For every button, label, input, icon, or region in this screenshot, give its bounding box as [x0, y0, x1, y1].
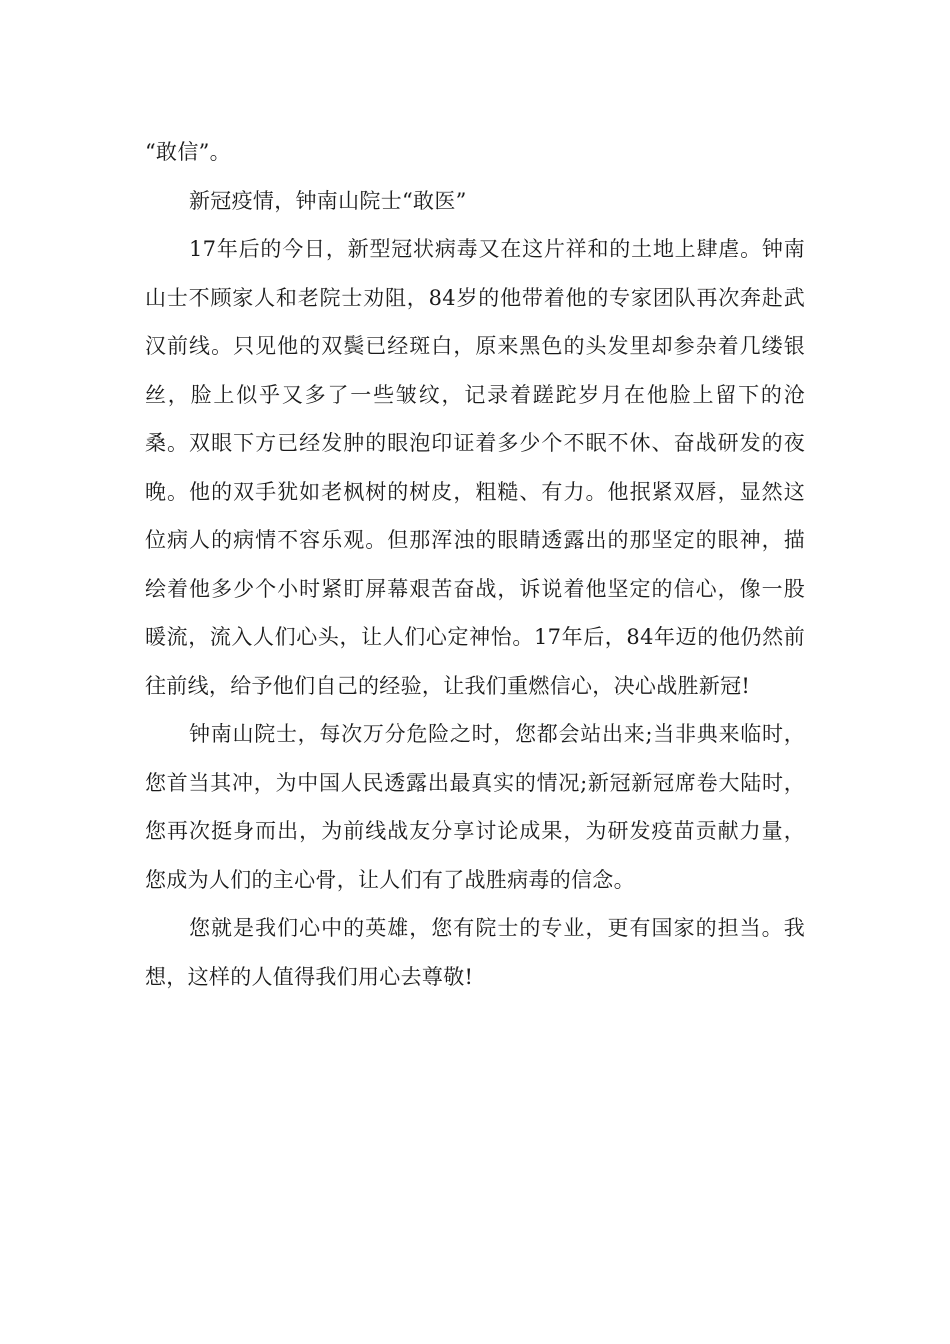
section-heading: 新冠疫情，钟南山院士“敢医”	[189, 188, 467, 213]
paragraph-continuation: “敢信”。	[145, 140, 231, 164]
paragraph: 钟南山院士，每次万分危险之时，您都会站出来;当非典来临时，您首当其冲，为中国人民透露出最真实的情况;新冠新冠席卷大陆时，您再次挺身而出，为前线战友分享讨论成果，为研发疫苗贡献力量，您成为人们的主心骨，让人们有了战胜病毒的信念。	[145, 722, 805, 892]
paragraph: 17年后的今日，新型冠状病毒又在这片祥和的土地上肆虐。钟南山士不顾家人和老院士劝阻，84岁的他带着他的专家团队再次奔赴武汉前线。只见他的双鬓已经斑白，原来黑色的头发里却参杂着几缕银丝，脸上似乎又多了一些皱纹，记录着蹉跎岁月在他脸上留下的沧桑。双眼下方已经发肿的眼泡印证着多少个不眠不休、奋战研发的夜晚。他的双手犹如老枫树的树皮，粗糙、有力。他抿紧双唇，显然这位病人的病情不容乐观。但那浑浊的眼睛透露出的那坚定的眼神，描绘着他多少个小时紧盯屏幕艰苦奋战，诉说着他坚定的信心，像一股暖流，流入人们心头，让人们心定神怡。17年后，84年迈的他仍然前往前线，给予他们自己的经验，让我们重燃信心，决心战胜新冠!	[145, 237, 805, 698]
paragraph: 您就是我们心中的英雄，您有院士的专业，更有国家的担当。我想，这样的人值得我们用心去尊敬!	[145, 916, 805, 989]
document-body	[145, 128, 805, 1001]
